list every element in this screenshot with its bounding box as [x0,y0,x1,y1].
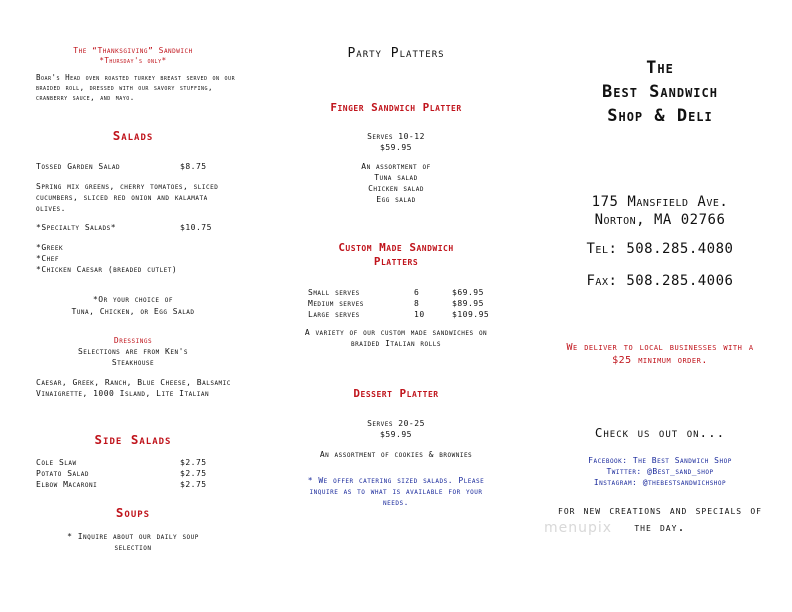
soups-heading: Soups [115,505,151,520]
specialty-item: *Greek [36,243,64,252]
custom-size: Medium serves [308,299,364,308]
thanksgiving-description: Boar's Head oven roasted turkey breast served on our braided roll, dressed with our savory stuffing, cranberry sauce, and mayo. [36,73,236,102]
custom-platter-row [308,309,489,320]
custom-platter-row [308,298,484,309]
middle-panel [264,0,528,612]
watermark: menupix [544,520,613,536]
left-panel [0,0,264,612]
finger-platter-desc: Tuna salad [374,173,418,182]
finger-platter-desc: An assortment of [361,162,431,171]
delivery-note: We deliver to local businesses with a $25 minimum order. [566,342,754,366]
custom-platter-row [308,287,484,298]
finger-platter-serves: Serves 10-12 [367,132,425,141]
custom-price: $109.95 [452,310,490,319]
party-platters-heading: Party Platters [347,46,445,61]
dessert-platter-desc: An assortment of cookies & brownies [319,450,473,459]
side-salad-row [36,479,207,490]
side-salad-row [36,468,207,479]
side-salads-heading: Side Salads [94,432,172,447]
custom-count: 10 [414,310,425,319]
address-line-1: 175 Mansfield Ave. [591,194,729,210]
shop-name-line-3: Shop & Deli [607,106,713,126]
facebook-link[interactable]: Facebook: The Best Sandwich Shop [588,456,732,465]
custom-price: $89.95 [452,299,484,308]
custom-price: $69.95 [452,288,484,297]
custom-platter-heading-2: Platters [373,255,419,268]
shop-name-line-1: The [646,58,674,78]
finger-platter-heading: Finger Sandwich Platter [330,101,462,114]
catering-note: * We offer catering sized salads. Please inquire as to what is available for your needs. [307,476,485,507]
thanksgiving-subtitle: *Thursday's only* [99,56,167,65]
specialty-item: *Chicken Caesar (breaded cutlet) [36,265,178,274]
salads-heading: Salads [112,128,154,143]
check-us-out: Check us out on... [594,425,726,440]
custom-size: Large serves [308,310,360,319]
dressings-heading: Dressings [113,336,153,345]
custom-platter-desc: A variety of our custom made sandwiches on braided Italian rolls [304,328,488,348]
custom-count: 8 [414,299,420,308]
side-salad-name: Cole Slaw [36,458,77,467]
right-panel [528,0,792,612]
specialty-salads-price: $10.75 [180,223,212,232]
soups-text: * Inquire about our daily soup selection [67,532,199,552]
side-salad-price: $2.75 [180,458,207,467]
telephone[interactable]: Tel: 508.285.4080 [586,241,734,257]
dessert-platter-serves: Serves 20-25 [367,419,425,428]
dressings-subtitle: Selections are from Ken's Steakhouse [77,347,189,367]
side-salad-price: $2.75 [180,480,207,489]
side-salad-price: $2.75 [180,469,207,478]
specialty-salads-row [36,222,212,233]
custom-size: Small serves [308,288,360,297]
new-creations-note: for new creations and specials of the day. [558,503,762,534]
dressings-list: Caesar, Greek, Ranch, Blue Cheese, Balsamic Vinaigrette, 1000 Island, Lite Italian [36,378,231,398]
fax: Fax: 508.285.4006 [586,273,734,289]
dessert-platter-heading: Dessert Platter [353,387,439,400]
choice-line-1: *Or your choice of [92,295,174,304]
finger-platter-desc: Egg salad [376,195,416,204]
tossed-salad-name: Tossed Garden Salad [36,162,121,171]
thanksgiving-title: The “Thanksgiving” Sandwich [73,46,193,55]
specialty-item: *Chef [36,254,59,263]
finger-platter-price: $59.95 [380,143,412,152]
tossed-salad-price: $8.75 [180,162,207,171]
instagram-link[interactable]: Instagram: @thebestsandwichshop [593,478,727,487]
side-salad-name: Elbow Macaroni [36,480,98,489]
choice-line-2: Tuna, Chicken, or Egg Salad [71,307,195,316]
tossed-salad-row [36,161,207,172]
address-line-2: Norton, MA 02766 [594,212,726,228]
custom-platter-heading-1: Custom Made Sandwich [338,241,454,254]
finger-platter-desc: Chicken salad [368,184,424,193]
dessert-platter-price: $59.95 [380,430,412,439]
twitter-link[interactable]: Twitter: @Best_sand_shop [606,467,714,476]
side-salad-row [36,457,207,468]
shop-name-line-2: Best Sandwich [602,82,718,102]
custom-count: 6 [414,288,420,297]
specialty-salads-name: *Specialty Salads* [36,223,117,232]
tossed-salad-description: Spring mix greens, cherry tomatoes, sliced cucumbers, sliced red onion and kalamata olives. [36,182,219,213]
side-salad-name: Potato Salad [36,469,89,478]
